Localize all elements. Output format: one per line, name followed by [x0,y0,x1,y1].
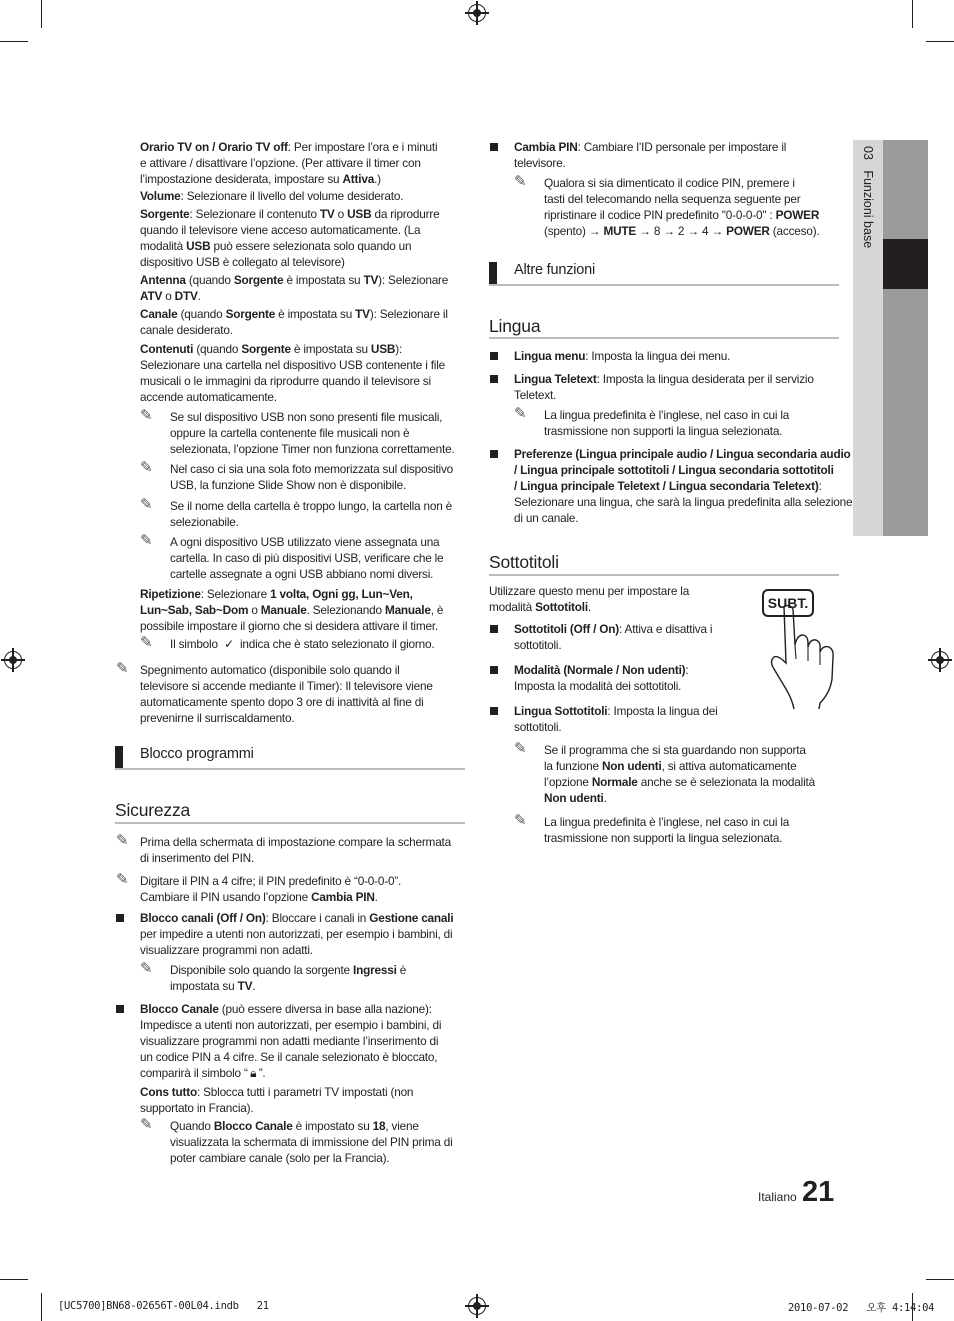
note-single-photo: Nel caso ci sia una sola foto memorizzata sul dispositivo USB, la funzione Slide Show non è disponibile. [170,462,453,492]
note-pencil-icon: ✎ [140,1116,153,1133]
crop-mark [926,1279,954,1280]
blocco-heading-marker [115,746,123,768]
altre-heading-marker [489,262,497,284]
cambia-pin-item: Cambia PIN: Cambiare l’ID personale per impostare il televisore. [514,140,787,170]
crop-mark [926,41,954,42]
crop-mark [0,41,28,42]
page-number: 21 [802,1176,835,1208]
crop-mark [41,1293,42,1321]
chapter-title: Funzioni base [861,170,875,249]
note-forgot-pin: Qualora si sia dimenticato il codice PIN, premere i tasti del telecomando nella sequenza seguente per ripristinare il codice PIN predefinito "0-0-0-0" : POWER (spento) → MUTE → 8 → 2 → 4 → POWER (acceso). [544,176,820,238]
note-default-language-2: La lingua predefinita è l’inglese, nel caso in cui la trasmissione non supporti la lingua selezionata. [544,815,790,845]
lingua-teletext-item: Lingua Teletext: Imposta la lingua desiderata per il servizio Teletext. [514,372,814,402]
heading-divider [489,337,839,339]
note-pencil-icon: ✎ [514,405,527,422]
heading-divider [115,768,465,770]
note-pencil-icon: ✎ [514,812,527,829]
note-ingressi: Disponibile solo quando la sorgente Ingressi è impostata su TV. [170,963,407,993]
timer-orario-paragraph: Orario TV on / Orario TV off: Per impostare l’ora e i minuti e attivare / disattivare l’opzione. (Per attivare il timer con l’impostazione desiderata, impostare su Attiva.) [140,140,438,186]
blocco-canale-item: Blocco Canale (può essere diversa in base alla nazione): Impedisce a utenti non autorizzati, per esempio i bambini, di visualizzare programmi non adatti mediante l’inserimento di un codice PIN a 4 cifre. Se il canale selezionato è bloccato, comparirà il simbolo “ 🔒︎ ”. [140,1002,442,1080]
lingua-sottotitoli-item: Lingua Sottotitoli: Imposta la lingua dei sottotitoli. [514,704,718,734]
lingua-menu-item: Lingua menu: Imposta la lingua dei menu. [514,349,731,363]
note-auto-shutdown: Spegnimento automatico (disponibile solo quando il televisore si accende mediante il Timer): Il televisore viene automaticamente spento dopo 3 ore di inattività al fine di prevenirne il surriscaldamento. [140,663,433,725]
bullet-icon [490,707,498,715]
registration-mark-icon [468,1297,486,1315]
note-default-language: La lingua predefinita è l’inglese, nel caso in cui la trasmissione non supporti la lingua selezionata. [544,408,790,438]
print-timestamp: 2010-07-02 오후 4:14:04 [788,1302,935,1314]
bullet-icon [490,450,498,458]
bullet-icon [490,352,498,360]
crop-mark [912,0,913,28]
timer-antenna-paragraph: Antenna (quando Sorgente è impostata su TV): Selezionare ATV o DTV. [140,273,449,303]
note-usb-music: Se sul dispositivo USB non sono presenti file musicali, oppure la cartella contenente file musicali non è selezionata, l’opzione Timer non funziona correttamente. [170,410,455,456]
blocco-canali-item: Blocco canali (Off / On): Bloccare i canali in Gestione canali per impedire a utenti non autorizzati, per esempio i bambini, di visualizzare programmi non adatti. [140,911,454,957]
lock-icon: 🔒︎ [250,1066,257,1080]
sottotitoli-heading: Sottotitoli [489,552,559,572]
crop-mark [41,0,42,28]
bullet-icon [490,625,498,633]
sicurezza-heading: Sicurezza [115,800,191,820]
modalita-item: Modalità (Normale / Non udenti): Imposta la modalità dei sottotitoli. [514,663,689,693]
note-pencil-icon: ✎ [116,871,129,888]
note-pencil-icon: ✎ [140,634,153,651]
registration-mark-icon [4,651,22,669]
timer-contenuti-paragraph: Contenuti (quando Sorgente è impostata su USB): Selezionare una cartella nel dispositivo USB contenente i file musicali o le immagini da riprodurre quando il televisore si accende automaticamente. [140,342,445,404]
preferenze-item: Preferenze (Lingua principale audio / Lingua secondaria audio / Lingua principale sottotitoli / Lingua secondaria sottotitoli / Lingua principale Teletext / Lingua secondaria Teletext): Selezionare una lingua, che sarà la lingua predefinita alla selezione di un canale. [514,447,853,525]
note-pencil-icon: ✎ [140,407,153,424]
bullet-icon [116,1005,124,1013]
note-pin-screen: Prima della schermata di impostazione compare la schermata di inserimento del PIN. [140,835,451,865]
heading-divider [115,822,465,824]
blocco-programmi-heading: Blocco programmi [140,746,254,762]
note-pencil-icon: ✎ [140,960,153,977]
note-pencil-icon: ✎ [514,173,527,190]
timer-volume-paragraph: Volume: Selezionare il livello del volume desiderato. [140,189,404,203]
note-pencil-icon: ✎ [140,532,153,549]
note-pencil-icon: ✎ [514,740,527,757]
chapter-tab-marker [883,239,928,289]
heading-divider [489,284,839,286]
check-icon: ✓ [224,637,234,651]
altre-funzioni-heading: Altre funzioni [514,262,596,278]
timer-sorgente-paragraph: Sorgente: Selezionare il contenuto TV o USB da riprodurre quando il televisore viene acceso automaticamente. (La modalità USB può essere selezionata solo quando un dispositivo USB è collegato al televisore) [140,207,440,269]
bullet-icon [490,375,498,383]
chapter-tab-dark-strip [883,140,928,536]
note-pencil-icon: ✎ [116,832,129,849]
subt-button-illustration [756,585,846,710]
registration-mark-icon [468,4,486,22]
bullet-icon [490,143,498,151]
pointing-hand-icon [756,585,846,710]
bullet-icon [116,914,124,922]
note-pencil-icon: ✎ [140,459,153,476]
cons-tutto-paragraph: Cons tutto: Sblocca tutti i parametri TV impostati (non supportato in Francia). [140,1085,414,1115]
timer-ripetizione-paragraph: Ripetizione: Selezionare 1 volta, Ogni gg, Lun~Ven, Lun~Sab, Sab~Dom o Manuale. Selezionando Manuale, è possibile impostare il giorno che si desidera attivare il timer. [140,587,444,633]
heading-divider [489,574,839,576]
timer-canale-paragraph: Canale (quando Sorgente è impostata su TV): Selezionare il canale desiderato. [140,307,448,337]
chapter-number: 03 [861,146,875,160]
sottotitoli-onoff-item: Sottotitoli (Off / On): Attiva e disattiva i sottotitoli. [514,622,713,652]
note-pencil-icon: ✎ [116,660,129,677]
note-folder-name: Se il nome della cartella è troppo lungo, la cartella non è selezionabile. [170,499,452,529]
print-file-info: [UC5700]BN68-02656T-00L04.indb 21 [58,1300,269,1312]
note-check-symbol: Il simbolo ✓ indica che è stato selezionato il giorno. [170,637,435,651]
note-non-udenti: Se il programma che si sta guardando non supporta la funzione Non udenti, si attiva automaticamente l’opzione Normale anche se è selezionata la modalità Non udenti. [544,743,815,805]
note-pencil-icon: ✎ [140,496,153,513]
chapter-tab-label [853,140,883,536]
note-france: Quando Blocco Canale è impostato su 18, viene visualizzata la schermata di immissione del PIN prima di poter cambiare canale (solo per la Francia). [170,1119,453,1165]
registration-mark-icon [931,651,949,669]
subt-button: SUBT. [762,589,814,617]
crop-mark [0,1279,28,1280]
note-usb-folder: A ogni dispositivo USB utilizzato viene assegnata una cartella. In caso di più dispositivi USB, verificare che le cartelle assegnate a ogni USB abbiano nomi diversi. [170,535,444,581]
lingua-heading: Lingua [489,316,541,336]
note-default-pin: Digitare il PIN a 4 cifre; il PIN predefinito è “0-0-0-0”. Cambiare il PIN usando l’opzione Cambia PIN. [140,874,402,904]
sottotitoli-intro: Utilizzare questo menu per impostare la modalità Sottotitoli. [489,584,690,614]
footer-language: Italiano [758,1190,797,1204]
bullet-icon [490,666,498,674]
